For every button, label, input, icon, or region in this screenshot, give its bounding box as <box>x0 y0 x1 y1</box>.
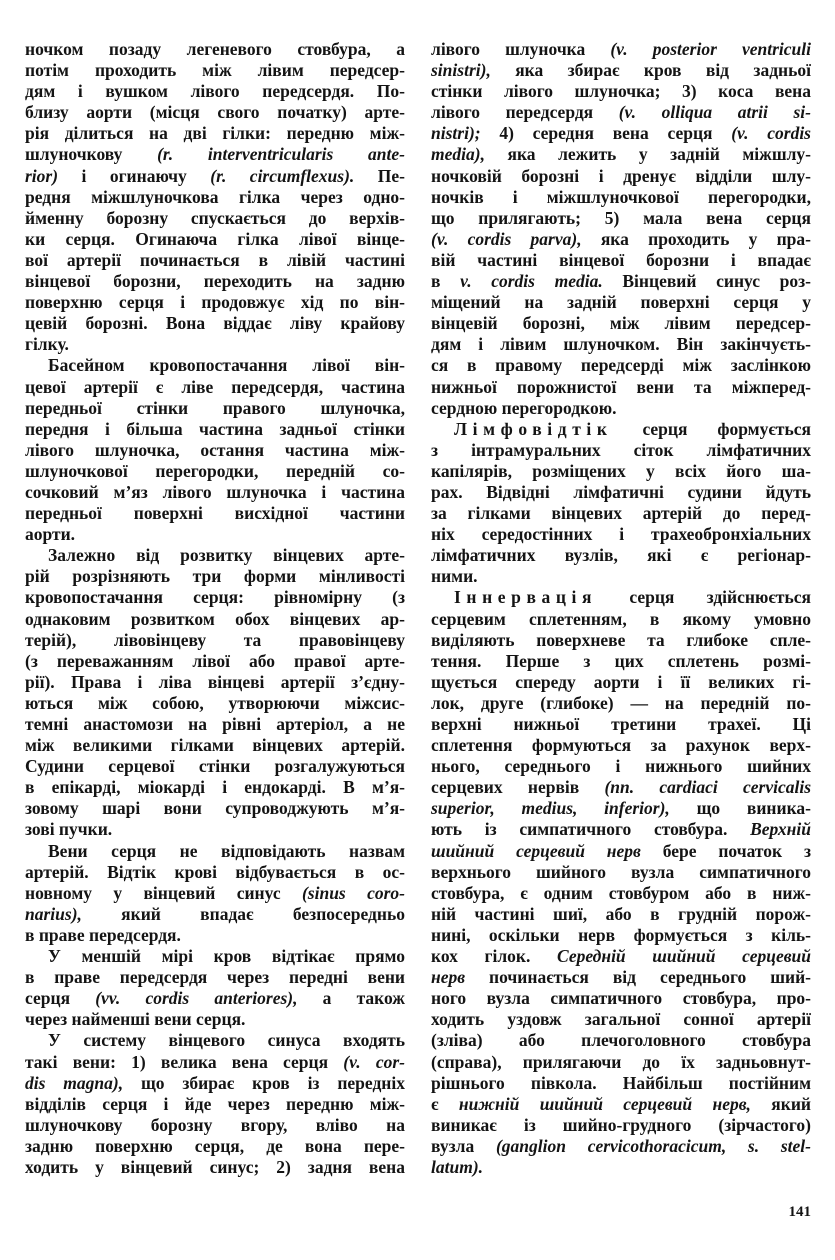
italic-term: nistri); <box>431 123 481 144</box>
text-segment: серця здійснюється <box>597 587 811 608</box>
paragraph <box>25 841 405 946</box>
italic-term: (v. olliqua atrii si- <box>618 102 811 123</box>
text-line <box>431 144 811 165</box>
text-line: ночків і міжшлуночкової перегородки, <box>431 186 811 207</box>
text-segment: і огинаючу <box>58 165 211 186</box>
italic-term: latum). <box>431 1156 484 1177</box>
text-segment: шлуночкову <box>25 144 158 165</box>
text-line: щується спереду аорти і її великих гі- <box>431 671 811 692</box>
text-line <box>25 1052 405 1073</box>
text-segment: 4) середня вена серця <box>480 123 732 144</box>
text-segment: який впадає безпосередньо <box>81 903 405 924</box>
italic-term: (v. cordis <box>731 123 811 144</box>
text-line: У систему вінцевого синуса входять <box>48 1030 405 1051</box>
text-line: лівого шлуночка, остання частина між- <box>25 439 405 460</box>
italic-term: dis magna), <box>25 1072 124 1093</box>
text-segment: починається від середнього ший- <box>465 967 811 988</box>
text-line <box>25 883 405 904</box>
text-line <box>431 123 811 144</box>
spaced-heading-term: Лімфовідтік <box>454 418 613 439</box>
italic-term: нижній шийний серцевий нерв, <box>458 1093 751 1114</box>
text-line: лімфатичних вузлів, які є регіонар- <box>431 545 811 566</box>
text-line: в праве передсердя через передні вени <box>25 967 405 988</box>
italic-term: (v. cor- <box>343 1051 405 1072</box>
text-line: нижньої порожнистої вени та міжперед- <box>431 376 811 397</box>
text-line: сердною перегородкою. <box>431 397 617 418</box>
text-line: (справа), прилягаючи до їх задньовнут- <box>431 1051 811 1072</box>
text-line: з інтрамуральних сіток лімфатичних <box>431 439 811 460</box>
text-segment: яка збирає кров від задньої <box>490 60 811 81</box>
italic-term: v. cordis media. <box>460 271 603 292</box>
text-segment: кох гілок. <box>431 946 558 967</box>
text-line <box>431 841 811 862</box>
text-line: ходить уздовж загальної сонної артерії <box>431 1009 811 1030</box>
text-line: тення. Перше з цих сплетень розмі- <box>431 650 811 671</box>
text-line <box>431 60 811 81</box>
text-line: йменну борозну спускається до верхів- <box>25 207 405 228</box>
italic-term: (vv. cordis anteriores), <box>95 988 298 1009</box>
italic-term: narius), <box>25 903 82 924</box>
text-line: рій розрізняють три форми мінливості <box>25 566 405 587</box>
text-line: гілку. <box>25 334 69 355</box>
text-line: виникає із шийно-грудного (зірчастого) <box>431 1114 811 1135</box>
text-segment: серця <box>25 988 96 1009</box>
text-line: однаковим розвитком обох вінцевих ар- <box>25 608 405 629</box>
text-segment: а також <box>297 988 405 1009</box>
text-line <box>25 904 405 925</box>
text-line: шлуночкову борозну вгору, вліво на <box>25 1114 405 1135</box>
paragraph <box>25 355 405 545</box>
italic-term: (v. cordis parva), <box>431 228 582 249</box>
text-line: Залежно від розвитку вінцевих арте- <box>48 545 405 566</box>
text-line: стовбура, є одним стовбуром або в ниж- <box>431 882 811 903</box>
text-line: передньої стінки правого шлуночка, <box>25 397 405 418</box>
text-line: задню поверхню серця, де вона пере- <box>25 1135 405 1156</box>
text-segment: що збирає кров із передніх <box>123 1072 405 1093</box>
text-line <box>431 229 811 250</box>
text-segment: новному у вінцевий синус <box>25 882 302 903</box>
italic-term: rior) <box>25 165 59 186</box>
text-line: ки серця. Огинаюча гілка лівої вінце- <box>25 228 405 249</box>
text-line: рах. Відвідні лімфатичні судини йдуть <box>431 481 811 502</box>
text-segment: яка лежить у задній міжшлу- <box>484 144 811 165</box>
text-line: потім проходить між лівим передсер- <box>25 60 405 81</box>
text-column-right <box>431 39 811 1178</box>
paragraph <box>25 39 405 355</box>
text-line: верхні нижньої третини трахеї. Ці <box>431 714 811 734</box>
text-line: близу аорти (місця свого початку) арте- <box>25 102 405 123</box>
text-line: кровопостачання серця: рівномірну (з <box>25 587 405 608</box>
text-line <box>431 39 811 60</box>
paragraph <box>431 39 811 419</box>
italic-term: Верхній <box>750 819 811 840</box>
text-line: ній частині шиї, або в грудній порож- <box>431 903 811 924</box>
text-line: (з переважанням лівої або правої арте- <box>25 650 405 671</box>
text-line: вінцевій борозні, між лівим передсер- <box>431 313 811 334</box>
text-line: ються між собою, утворюючи міжсис- <box>25 692 405 713</box>
text-line <box>431 798 811 819</box>
text-line: артерій. Відтік крові відбувається в ос- <box>25 861 405 882</box>
text-segment: вузла <box>431 1135 496 1156</box>
text-line: рішнього півкола. Найбільш постійним <box>431 1072 811 1093</box>
text-line <box>431 777 811 798</box>
italic-term: нерв <box>431 967 466 988</box>
text-line: сплетення формуються за рахунок верх- <box>431 735 811 756</box>
italic-term: шийний серцевий нерв <box>431 840 641 861</box>
text-line: темні анастомози на рівні артеріол, а не <box>25 714 405 734</box>
text-segment: Вінцевий синус роз- <box>602 271 811 292</box>
text-line: відділів серця і йде через передню між- <box>25 1093 405 1114</box>
paragraph <box>25 946 405 1030</box>
text-line <box>25 1073 405 1094</box>
paragraph <box>25 545 405 840</box>
text-segment: в <box>431 271 461 292</box>
text-segment: що виника- <box>669 798 811 819</box>
text-segment: лівого шлуночка <box>431 39 611 59</box>
text-line <box>431 946 811 967</box>
italic-term: sinistri), <box>431 60 491 81</box>
text-line: ніх середостінних і трахеобронхіальних <box>431 524 811 545</box>
text-line: ходить у вінцевий синус; 2) задня вена <box>25 1156 405 1177</box>
text-line: Вени серця не відповідають назвам <box>48 840 405 861</box>
text-segment: яка проходить у пра- <box>581 228 811 249</box>
italic-term: Середній шийний серцевий <box>557 946 811 967</box>
text-line <box>431 271 811 292</box>
italic-term: (v. posterior ventriculi <box>610 39 811 59</box>
text-line: міщений на задній поверхні серця у <box>431 292 811 313</box>
text-line: Басейном кровопостачання лівої він- <box>48 355 405 376</box>
text-line: в епікарді, міокарді і ендокарді. В м’я- <box>25 777 405 798</box>
paragraph <box>431 587 811 1178</box>
text-line: за гілками вінцевих артерій до перед- <box>431 503 811 524</box>
text-line: через найменші вени серця. <box>25 1009 246 1030</box>
text-line: зові пучки. <box>25 819 113 840</box>
italic-term: (r. interventricularis ante- <box>157 144 405 165</box>
text-line: дям і вушком лівого передсердя. По- <box>25 81 405 102</box>
text-line: серцевим сплетенням, в якому умовно <box>431 608 811 629</box>
text-line <box>25 144 405 165</box>
text-line: Судини серцевої стінки розгалужуються <box>25 756 405 777</box>
text-line: цевій борозні. Вона віддає ліву крайову <box>25 313 405 334</box>
text-line: що прилягають; 5) мала вена серця <box>431 207 811 228</box>
text-line: (зліва) або плечоголовного стовбура <box>431 1030 811 1051</box>
text-line: рія ділиться на дві гілки: передню між- <box>25 123 405 144</box>
text-line: виділяють поверхневе та глибоке спле- <box>431 629 811 650</box>
text-segment: лівого передсердя <box>431 102 619 123</box>
text-line: аорти. <box>25 524 76 545</box>
text-line: ного вузла симпатичного стовбура, про- <box>431 988 811 1009</box>
text-line: рії). Права і ліва вінцеві артерії з’єдну- <box>25 671 405 692</box>
text-line: ся в правому передсерді між заслінкою <box>431 355 811 376</box>
text-segment: бере початок з <box>640 840 811 861</box>
text-segment: ють із симпатичного стовбура. <box>431 819 751 840</box>
page-number: 141 <box>788 1204 811 1220</box>
text-line: редня міжшлуночкова гілка через одно- <box>25 186 405 207</box>
text-line: сочковий м’яз лівого шлуночка і частина <box>25 481 405 502</box>
text-line: ними. <box>431 566 478 587</box>
text-line: шлуночкової перегородки, передній со- <box>25 460 405 481</box>
text-line: в праве передсердя. <box>25 924 181 945</box>
text-line <box>431 1157 811 1178</box>
text-line: стінки лівого шлуночка; 3) коса вена <box>431 81 811 102</box>
spaced-heading-term: Іннервація <box>454 587 598 608</box>
paragraph <box>25 1030 405 1178</box>
text-line: між великими гілками вінцевих артерій. <box>25 735 405 756</box>
text-line: дям і лівим шлуночком. Він закінчуєть- <box>431 334 811 355</box>
text-segment: такі вени: 1) велика вена серця <box>25 1051 344 1072</box>
text-line: лок, друге (глибоке) — на передній по- <box>431 692 811 713</box>
text-line <box>431 1136 811 1157</box>
text-line: нього, середнього і нижнього шийних <box>431 756 811 777</box>
text-line <box>25 166 405 187</box>
text-line <box>25 988 405 1009</box>
text-line: ночковій борозні і дренує відділи шлу- <box>431 165 811 186</box>
text-line: ночком позаду легеневого стовбура, а <box>25 39 405 59</box>
text-line: зовому шарі вони супроводжують м’я- <box>25 798 405 819</box>
text-line: капілярів, розміщених у всіх його ша- <box>431 460 811 481</box>
italic-term: (ganglion cervicothoracicum, s. stel- <box>495 1135 811 1156</box>
text-line: вій частині вінцевої борозни і впадає <box>431 249 811 270</box>
text-segment: є <box>431 1093 459 1114</box>
text-line <box>431 1094 811 1115</box>
text-segment: серця формується <box>612 418 811 439</box>
italic-term: superior, medius, inferior), <box>431 798 670 819</box>
text-segment: Пе- <box>354 165 405 186</box>
text-line <box>431 819 811 840</box>
text-line <box>431 967 811 988</box>
text-line: У меншій мірі кров відтікає прямо <box>48 946 405 967</box>
text-line: передня і більша частина задньої стінки <box>25 418 405 439</box>
text-line <box>431 102 811 123</box>
text-line <box>431 419 811 440</box>
text-line: поверхню серця і продовжує хід по він- <box>25 292 405 313</box>
text-line: цевої артерії є ліве передсердя, частина <box>25 376 405 397</box>
text-line: терій), лівовінцеву та правовінцеву <box>25 629 405 650</box>
text-line <box>431 587 811 608</box>
text-segment: серцевих нервів <box>431 777 605 798</box>
paragraph <box>431 419 811 588</box>
text-line: передньої поверхні висхідної частини <box>25 503 405 524</box>
text-line: вінцевої борозни, переходить на задню <box>25 271 405 292</box>
text-column-left <box>25 39 405 1178</box>
text-line: верхнього шийного вузла симпатичного <box>431 861 811 882</box>
italic-term: media), <box>431 144 485 165</box>
italic-term: (r. circumflexus). <box>210 165 355 186</box>
italic-term: (sinus coro- <box>301 882 406 903</box>
text-line: нині, оскільки нерв формується з кіль- <box>431 924 811 945</box>
text-segment: який <box>750 1093 811 1114</box>
text-line: вої артерії починається в лівій частині <box>25 249 405 270</box>
italic-term: (nn. cardiaci cervicalis <box>604 777 812 798</box>
